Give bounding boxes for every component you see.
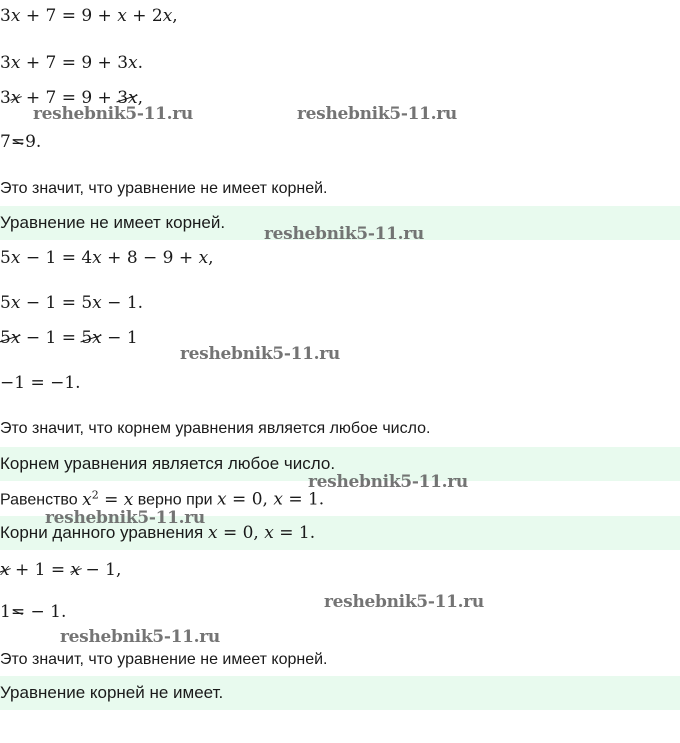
watermark: reshebnik5-11.ru — [180, 344, 340, 364]
answer-text-2: Корнем уравнения является любое число. — [0, 454, 336, 473]
watermark: reshebnik5-11.ru — [297, 104, 457, 124]
equation-line-1: 3x + 7 = 9 + x + 2x, — [0, 6, 178, 26]
watermark: reshebnik5-11.ru — [45, 508, 205, 528]
conclusion-text-1: Это значит, что уравнение не имеет корней. — [0, 180, 328, 197]
watermark: reshebnik5-11.ru — [33, 104, 193, 124]
watermark: reshebnik5-11.ru — [308, 472, 468, 492]
equation-line-6: 5x − 1 = 5x − 1. — [0, 293, 144, 313]
equation-line-9-cancelled: x + 1 = x − 1, — [0, 560, 122, 580]
equation-line-3-cancelled: 3x + 7 = 9 + 3x, — [0, 88, 144, 108]
watermark: reshebnik5-11.ru — [60, 627, 220, 647]
answer-band-3: Корни данного уравнения x = 0, x = 1. — [0, 516, 680, 550]
watermark: reshebnik5-11.ru — [324, 592, 484, 612]
equation-line-8: −1 = −1. — [0, 373, 81, 393]
conclusion-text-2: Это значит, что корнем уравнения является любое число. — [0, 420, 431, 437]
equality-statement: Равенство $x^2 = x$ верно при x = 0, x = 1. — [0, 488, 325, 510]
answer-text-1: Уравнение не имеет корней. — [0, 213, 226, 232]
equation-line-7-cancelled: 5x − 1 = 5x − 1 — [0, 328, 138, 348]
answer-band-4 — [0, 676, 680, 710]
equation-line-10: 1= − 1. — [0, 602, 67, 622]
answer-text-3: Корни данного уравнения — [0, 523, 204, 542]
equation-line-2: 3x + 7 = 9 + 3x. — [0, 53, 144, 73]
equation-line-5: 5x − 1 = 4x + 8 − 9 + x, — [0, 248, 214, 268]
conclusion-text-4: Это значит, что уравнение не имеет корней. — [0, 651, 328, 668]
answer-text-4: Уравнение корней не имеет. — [0, 683, 224, 702]
equation-line-4: 7=9. — [0, 132, 42, 152]
watermark: reshebnik5-11.ru — [264, 224, 424, 244]
